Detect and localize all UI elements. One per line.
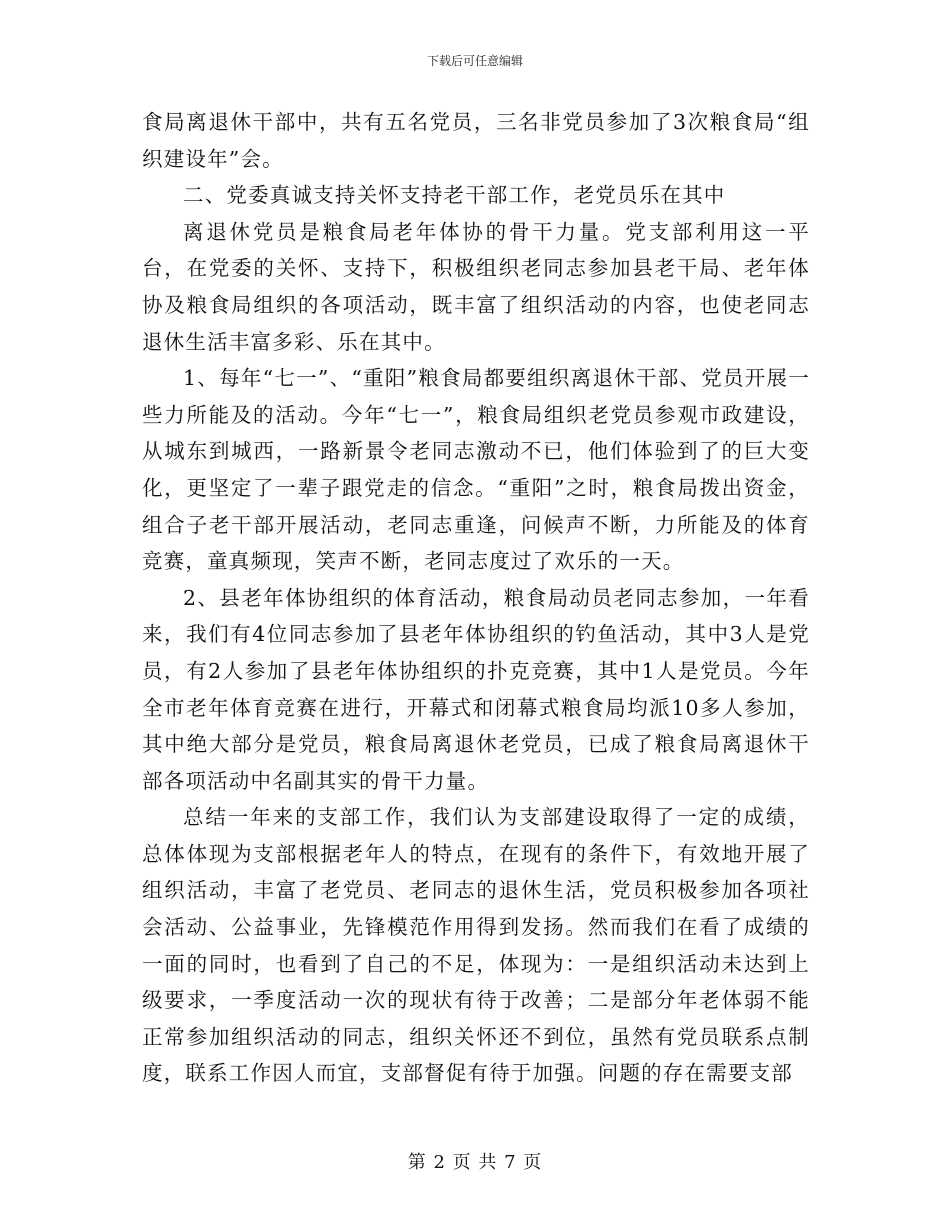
paragraph: 1、每年“七一”、“重阳”粮食局都要组织离退休干部、党员开展一些力所能及的活动。今年“七一”，粮食局组织老党员参观市政建设，从城东到城西，一路新景令老同志激动不已，他们体验到了的巨大变化，更坚定了一辈子跟党走的信念。“重阳”之时，粮食局拨出资金，组合子老干部开展活动，老同志重逢，问候声不断，力所能及的体育竞赛，童真频现，笑声不断，老同志度过了欢乐的一天。 <box>142 366 810 574</box>
paragraph: 总结一年来的支部工作，我们认为支部建设取得了一定的成绩，总体体现为支部根据老年人的特点，在现有的条件下，有效地开展了组织活动，丰富了老党员、老同志的退休生活，党员积极参加各项社会活动、公益事业，先锋模范作用得到发扬。然而我们在看了成绩的一面的同时，也看到了自己的不足，体现为：一是组织活动未达到上级要求，一季度活动一次的现状有待于改善；二是部分年老体弱不能正常参加组织活动的同志，组织关怀还不到位，虽然有党员联系点制度，联系工作因人而宜，支部督促有待于加强。问题的存在需要支部 <box>142 805 810 1086</box>
page-number: 第 2 页 共 7 页 <box>407 1152 543 1173</box>
paragraph: 食局离退休干部中，共有五名党员，三名非党员参加了3次粮食局“组织建设年”会。 <box>142 110 810 171</box>
section-heading: 二、党委真诚支持关怀支持老干部工作，老党员乐在其中 <box>183 183 726 208</box>
paragraph: 2、县老年体协组织的体育活动，粮食局动员老同志参加，一年看来，我们有4位同志参加了县老年体协组织的钓鱼活动，其中3人是党员，有2人参加了县老年体协组织的扑克竞赛，其中1人是党员。今年全市老年体育竞赛在进行，开幕式和闭幕式粮食局均派10多人参加，其中绝大部分是党员，粮食局离退休老党员，已成了粮食局离退休干部各项活动中名副其实的骨干力量。 <box>142 585 810 793</box>
body-text <box>142 104 810 1092</box>
paragraph: 离退休党员是粮食局老年体协的骨干力量。党支部利用这一平台，在党委的关怀、支持下，积极组织老同志参加县老干局、老年体协及粮食局组织的各项活动，既丰富了组织活动的内容，也使老同志退休生活丰富多彩、乐在其中。 <box>142 219 810 354</box>
page-header: 下载后可任意编辑 <box>426 54 523 68</box>
